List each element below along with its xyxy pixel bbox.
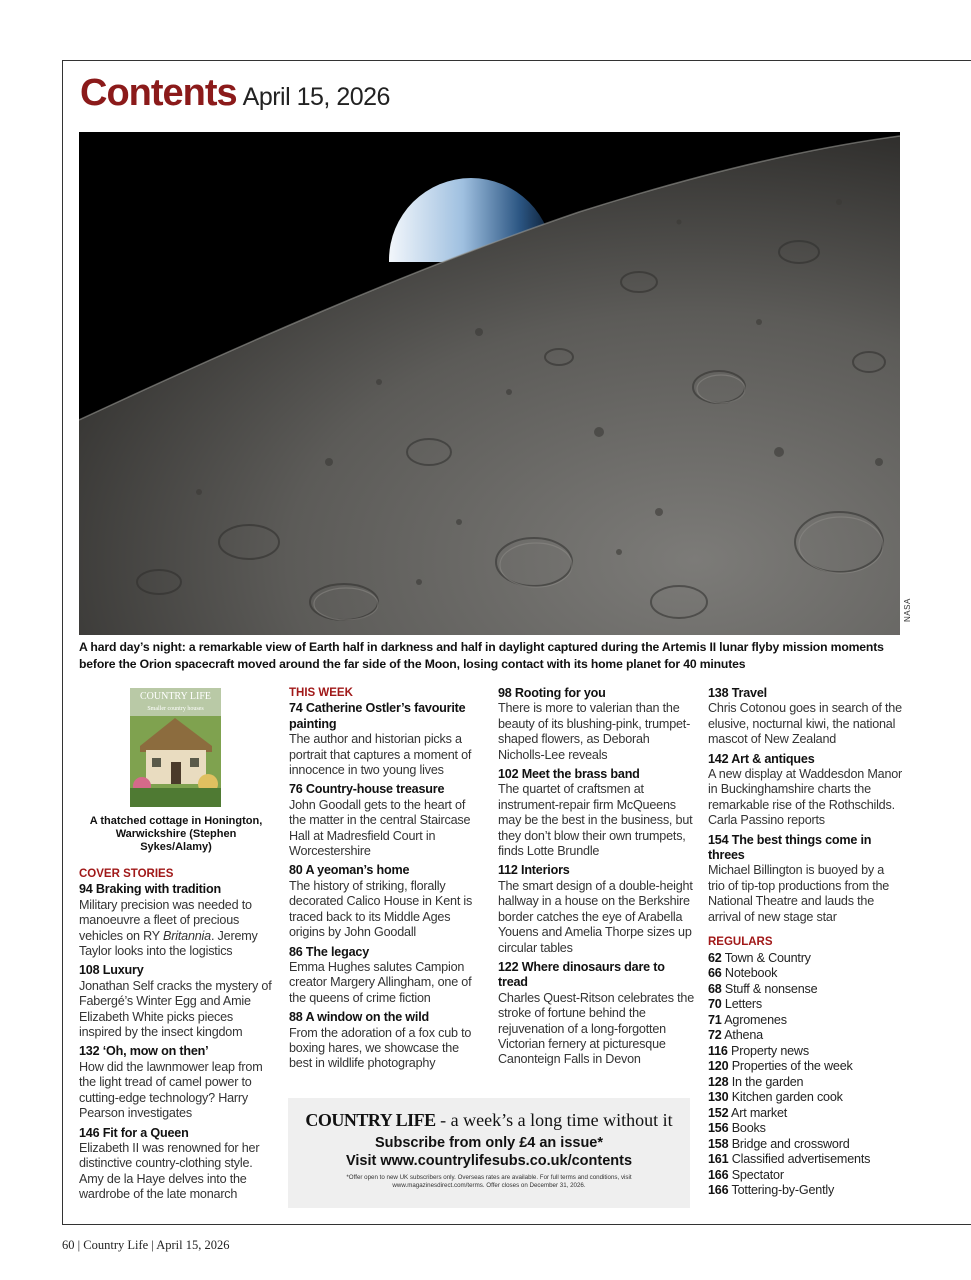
list-item[interactable]: 158 Bridge and crossword: [708, 1136, 850, 1151]
list-item[interactable]: 70 Letters: [708, 997, 763, 1011]
list-item[interactable]: 116 Property news: [708, 1043, 809, 1058]
list-item[interactable]: 86 The legacy Emma Hughes salutes Campion creator Margery Allingham, one of the queens of crime fiction: [289, 944, 472, 1005]
cover-caption: A thatched cottage in Honington, Warwickshire (Stephen Sykes/Alamy): [89, 815, 263, 853]
list-item[interactable]: 152 Art market: [708, 1105, 788, 1120]
list-item[interactable]: 142 Art & antiques A new display at Waddesdon Manor in Buckinghamshire charts the remarkable rise of the Rothschilds. Carla Passino reports: [708, 751, 903, 828]
list-item[interactable]: 138 Travel Chris Cotonou goes in search of the elusive, nocturnal kiwi, the national mascot of New Zealand: [708, 686, 902, 747]
cover-coverline: Smaller country houses: [147, 706, 204, 712]
photo-credit: NASA: [903, 598, 912, 622]
list-item[interactable]: 128 In the garden: [708, 1074, 804, 1089]
list-item[interactable]: 71 Agromenes: [708, 1012, 787, 1027]
promo-fineprint: *Offer open to new UK subscribers only. Overseas rates are available. For full terms and conditions, visit www.magazinesdirect.com/terms. Offer closes on December 31, 2026.: [346, 1174, 632, 1189]
list-item[interactable]: 62 Town & Country: [708, 950, 811, 965]
regulars-list: [708, 951, 903, 1199]
cover-masthead: COUNTRY LIFE: [139, 691, 212, 702]
cover-stories-column: [79, 867, 273, 1207]
this-week-heading: THIS WEEK: [289, 687, 353, 699]
page-title: Contents: [80, 72, 237, 114]
list-item[interactable]: 112 Interiors The smart design of a double-height hallway in a house on the Berkshire border catches the eye of Arabella Youens and Amelia Thorpe sizes up circular tables: [498, 863, 693, 955]
list-item[interactable]: 94 Braking with tradition Military precision was needed to manoeuvre a fleet of precious vehicles on RY Britannia. Jeremy Taylor looks into the logistics: [79, 882, 258, 959]
list-item[interactable]: 120 Properties of the week: [708, 1059, 853, 1073]
regulars-heading: REGULARS: [708, 936, 773, 949]
list-item[interactable]: 146 Fit for a Queen Elizabeth II was renowned for her distinctive country-clothing style. Amy de la Haye delves into the wardrobe of the late monarch: [79, 1125, 260, 1202]
list-item[interactable]: 166 Spectator: [708, 1167, 784, 1182]
promo-brand: COUNTRY LIFE: [305, 1110, 436, 1130]
promo-offer: Subscribe from only £4 an issue*: [374, 1135, 604, 1151]
list-item[interactable]: 88 A window on the wild From the adoration of a fox cub to boxing hares, we showcase the best in wildlife photography: [289, 1010, 472, 1071]
features-column: [498, 686, 694, 1072]
promo-tagline: - a week’s a long time without it: [435, 1110, 673, 1130]
list-item[interactable]: 76 Country-house treasure John Goodall gets to the heart of the matter in the central Staircase Hall at Madresfield Court in Worcestershire: [289, 782, 471, 859]
list-item[interactable]: 102 Meet the brass band The quartet of craftsmen at instrument-repair firm McQueens may be the best in the business, but they don’t blow their own trumpets, finds Lotte Brundle: [498, 767, 693, 859]
subscription-promo[interactable]: [288, 1098, 690, 1208]
list-item[interactable]: 80 A yeoman’s home The history of striking, florally decorated Calico House in Kent is traced back to its Middle Ages origins by John Goodall: [289, 863, 473, 940]
list-item[interactable]: 161 Classified advertisements: [708, 1152, 871, 1166]
list-item[interactable]: 68 Stuff & nonsense: [708, 981, 818, 996]
this-week-column: [289, 686, 485, 1076]
list-item[interactable]: 66 Notebook: [708, 966, 778, 980]
list-item[interactable]: 130 Kitchen garden cook: [708, 1090, 843, 1104]
issue-date: April 15, 2026: [242, 83, 390, 111]
list-item[interactable]: 166 Tottering-by-Gently: [708, 1183, 835, 1197]
promo-link[interactable]: Visit www.countrylifesubs.co.uk/contents: [345, 1153, 633, 1169]
travel-arts-column: [708, 686, 903, 1199]
cover-thumbnail[interactable]: [130, 688, 221, 807]
list-item[interactable]: 132 ‘Oh, mow on then’ How did the lawnmower leap from the light tread of camel power to cutting-edge technology? Harry Pearson investigates: [79, 1044, 263, 1121]
list-item[interactable]: 74 Catherine Ostler’s favourite painting The author and historian picks a portrait that captures a moment of innocence in two young lives: [289, 701, 472, 778]
list-item[interactable]: 108 Luxury Jonathan Self cracks the mystery of Fabergé’s Winter Egg and Amie Elizabeth White picks pieces inspired by the insect kingdom: [79, 963, 272, 1040]
cover-stories-heading: COVER STORIES: [79, 868, 174, 880]
hero-image: [79, 132, 900, 635]
list-item[interactable]: 98 Rooting for you There is more to valerian than the beauty of its blushing-pink, trumpet-shaped flowers, as Deborah Nicholls-Lee reveals: [498, 686, 691, 762]
page-heading: [80, 72, 390, 115]
list-item[interactable]: 154 The best things come in threes Michael Billington is buoyed by a trio of tip-top productions from the National Theatre and lauds the arrival of new stage star: [708, 832, 890, 924]
hero-caption: A hard day’s night: a remarkable view of Earth half in darkness and half in daylight captured during the Artemis II lunar flyby mission moments before the Orion spacecraft moved around the far side of the Moon, losing contact with its home planet for 40 minutes: [79, 640, 884, 671]
moon-earthrise-illustration: [79, 132, 900, 635]
list-item[interactable]: 122 Where dinosaurs dare to tread Charles Quest-Ritson celebrates the stroke of fortune behind the rejuvenation of a long-forgotten Victorian fernery at picturesque Canonteign Falls in Devon: [498, 959, 694, 1067]
page-footer: 60 | Country Life | April 15, 2026: [62, 1238, 230, 1252]
list-item[interactable]: 156 Books: [708, 1121, 766, 1135]
list-item[interactable]: 72 Athena: [708, 1028, 763, 1042]
